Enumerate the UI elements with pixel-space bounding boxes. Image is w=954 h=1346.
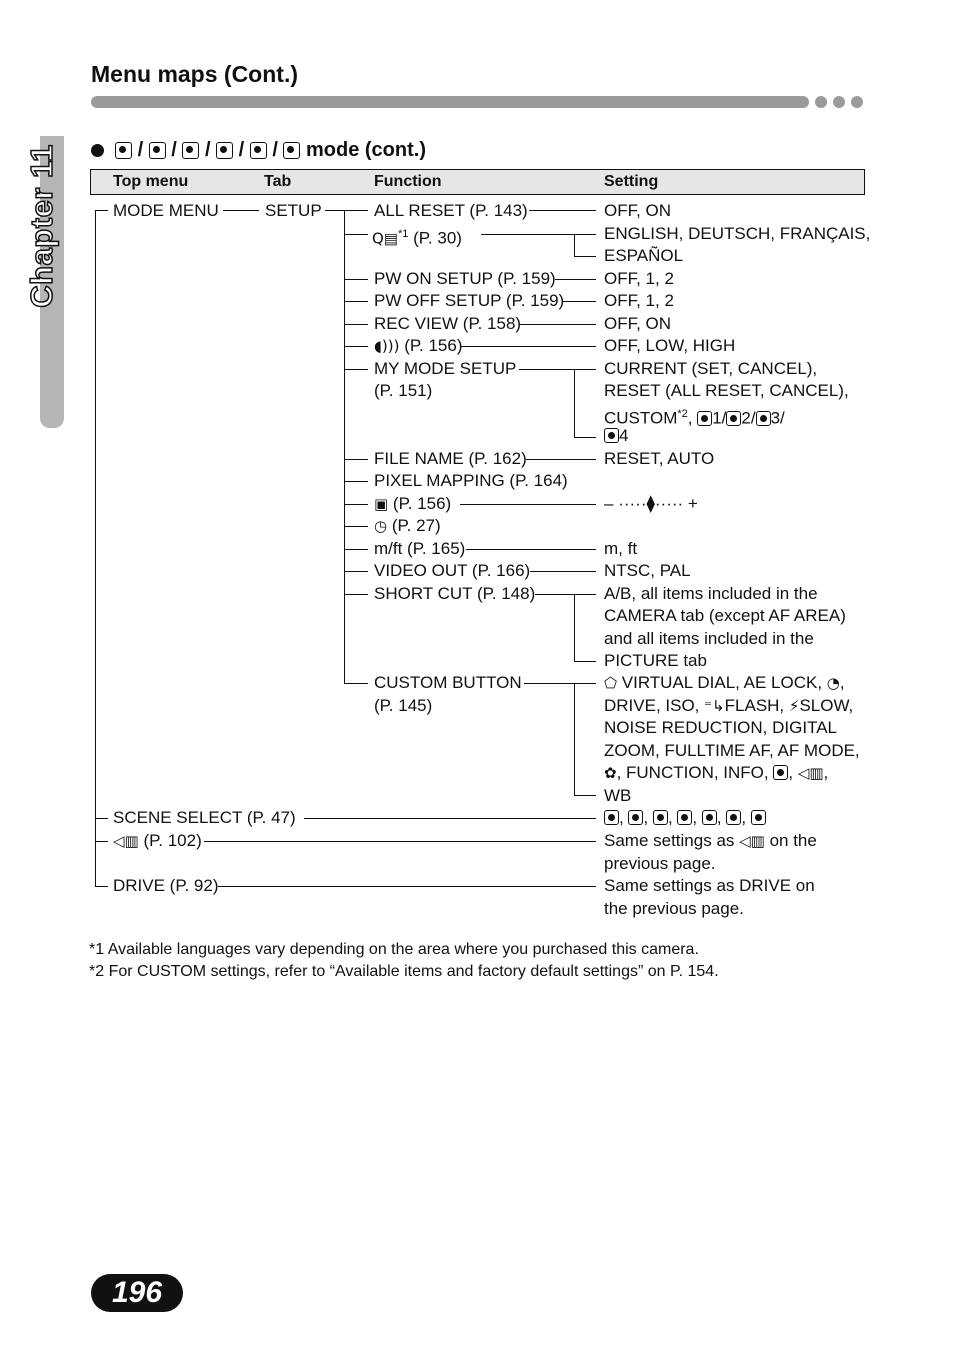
clock-icon: ◷ [374, 517, 388, 535]
top-menu-drive: DRIVE (P. 92) [113, 876, 219, 895]
func-pw-on: PW ON SETUP (P. 159) [374, 269, 556, 288]
top-menu-mode-menu: MODE MENU [113, 201, 219, 220]
portrait-icon [604, 810, 619, 825]
section-heading: / / / / / mode (cont.) [115, 139, 426, 163]
col-setting: Setting [604, 173, 659, 190]
language-icon: Q▤ [372, 229, 398, 248]
setting-drive-1: Same settings as DRIVE on [604, 876, 815, 895]
drive-icon: ◁▥ [113, 832, 139, 850]
setting-custom-5: ✿, FUNCTION, INFO, , ◁▥, [604, 763, 829, 782]
setting-mft: m, ft [604, 539, 638, 558]
setting-custom-6: WB [604, 786, 632, 805]
sports-icon [653, 810, 668, 825]
func-all-reset: ALL RESET (P. 143) [374, 201, 528, 220]
footnote-1: *1 Available languages vary depending on the area where you purchased this camera. [89, 941, 699, 958]
setting-short-cut-1: A/B, all items included in the [604, 584, 818, 603]
page-title: Menu maps (Cont.) [91, 61, 298, 87]
setting-monitor: – ·····⧫····· + [604, 494, 698, 513]
setting-scene-select: , , , , , , [604, 807, 766, 829]
func-short-cut: SHORT CUT (P. 148) [374, 584, 536, 603]
landscape-portrait-icon [726, 810, 741, 825]
setting-short-cut-3: and all items included in the [604, 629, 814, 648]
header-bar [91, 96, 809, 108]
setting-file-name: RESET, AUTO [604, 449, 715, 468]
histogram-icon [773, 765, 788, 780]
col-top-menu: Top menu [113, 173, 189, 190]
volume-icon: ◖))) [374, 337, 400, 355]
tab-setup: SETUP [265, 201, 322, 220]
func-mft: m/ft (P. 165) [374, 539, 466, 558]
section-bullet [91, 144, 104, 157]
setting-rec-view: OFF, ON [604, 314, 672, 333]
func-my-mode: MY MODE SETUP [374, 359, 517, 378]
setting-drive-2: the previous page. [604, 899, 744, 918]
chapter-label: Chapter 11 [24, 144, 59, 308]
night-scene-icon [751, 810, 766, 825]
my-mode-icon [756, 411, 771, 426]
func-video-out: VIDEO OUT (P. 166) [374, 561, 531, 580]
night-scene-icon [283, 142, 300, 159]
page-number: 196 [111, 1276, 163, 1309]
drive-icon: ◁▥ [739, 832, 765, 850]
func-volume: ◖))) (P. 156) [374, 336, 463, 355]
setting-drive-alt-1: Same settings as ◁▥ on the [604, 831, 817, 850]
header-dots [815, 96, 867, 108]
night-portrait-icon [677, 810, 692, 825]
col-function: Function [374, 173, 442, 190]
func-monitor: ▣ (P. 156) [374, 494, 452, 513]
self-timer-icon: ◔ [826, 674, 840, 692]
func-language: Q▤$^{*1}$ (P. 30) [372, 228, 462, 248]
setting-my-mode-2: RESET (ALL RESET, CANCEL), [604, 381, 849, 400]
setting-custom-2: DRIVE, ISO, ⁼↳FLASH, ⚡SLOW, [604, 696, 854, 715]
setting-video-out: NTSC, PAL [604, 561, 691, 580]
col-tab: Tab [264, 173, 292, 190]
func-file-name: FILE NAME (P. 162) [374, 449, 527, 468]
portrait-icon [115, 142, 132, 159]
flash-icon: ⁼↳ [704, 697, 725, 715]
slow-icon: ⚡ [788, 697, 800, 715]
sports-icon [628, 810, 643, 825]
setting-pw-on: OFF, 1, 2 [604, 269, 674, 288]
func-custom-button: CUSTOM BUTTON [374, 673, 522, 692]
top-menu-drive-alt: ◁▥ (P. 102) [113, 831, 202, 850]
setting-language-2: ESPAÑOL [604, 246, 684, 265]
my-mode-icon [604, 428, 619, 443]
night-portrait-icon [182, 142, 199, 159]
setting-custom-3: NOISE REDUCTION, DIGITAL [604, 718, 837, 737]
macro-icon: ✿ [604, 764, 617, 782]
setting-short-cut-2: CAMERA tab (except AF AREA) [604, 606, 846, 625]
setting-all-reset: OFF, ON [604, 201, 672, 220]
footnote-2: *2 For CUSTOM settings, refer to “Available items and factory default settings” on P. 154. [89, 963, 719, 980]
func-custom-button-page: (P. 145) [374, 696, 433, 715]
func-rec-view: REC VIEW (P. 158) [374, 314, 522, 333]
setting-short-cut-4: PICTURE tab [604, 651, 707, 670]
sports-icon [149, 142, 166, 159]
top-menu-scene-select: SCENE SELECT (P. 47) [113, 808, 296, 827]
setting-my-mode-3: CUSTOM$^{*2}$, 1/ 2/ 3/ [604, 408, 785, 428]
tree-line [95, 210, 96, 886]
func-clock: ◷ (P. 27) [374, 516, 441, 535]
drive-icon: ◁▥ [797, 764, 824, 782]
func-pixel-mapping: PIXEL MAPPING (P. 164) [374, 471, 568, 490]
setting-volume: OFF, LOW, HIGH [604, 336, 736, 355]
func-my-mode-page: (P. 151) [374, 381, 433, 400]
setting-my-mode-4: 4 [604, 425, 628, 447]
landscape-icon [216, 142, 233, 159]
table-header [90, 169, 865, 195]
setting-custom-4: ZOOM, FULLTIME AF, AF MODE, [604, 741, 860, 760]
landscape-portrait-icon [250, 142, 267, 159]
monitor-brightness-icon: ▣ [374, 495, 389, 513]
setting-custom-1: ⬠ VIRTUAL DIAL, AE LOCK, ◔, [604, 673, 845, 692]
setting-my-mode-1: CURRENT (SET, CANCEL), [604, 359, 818, 378]
setting-drive-alt-2: previous page. [604, 854, 716, 873]
my-mode-icon [726, 411, 741, 426]
setting-pw-off: OFF, 1, 2 [604, 291, 674, 310]
func-pw-off: PW OFF SETUP (P. 159) [374, 291, 565, 310]
landscape-icon [702, 810, 717, 825]
dial-icon: ⬠ [604, 674, 618, 692]
my-mode-icon [697, 411, 712, 426]
setting-language-1: ENGLISH, DEUTSCH, FRANÇAIS, [604, 224, 871, 243]
